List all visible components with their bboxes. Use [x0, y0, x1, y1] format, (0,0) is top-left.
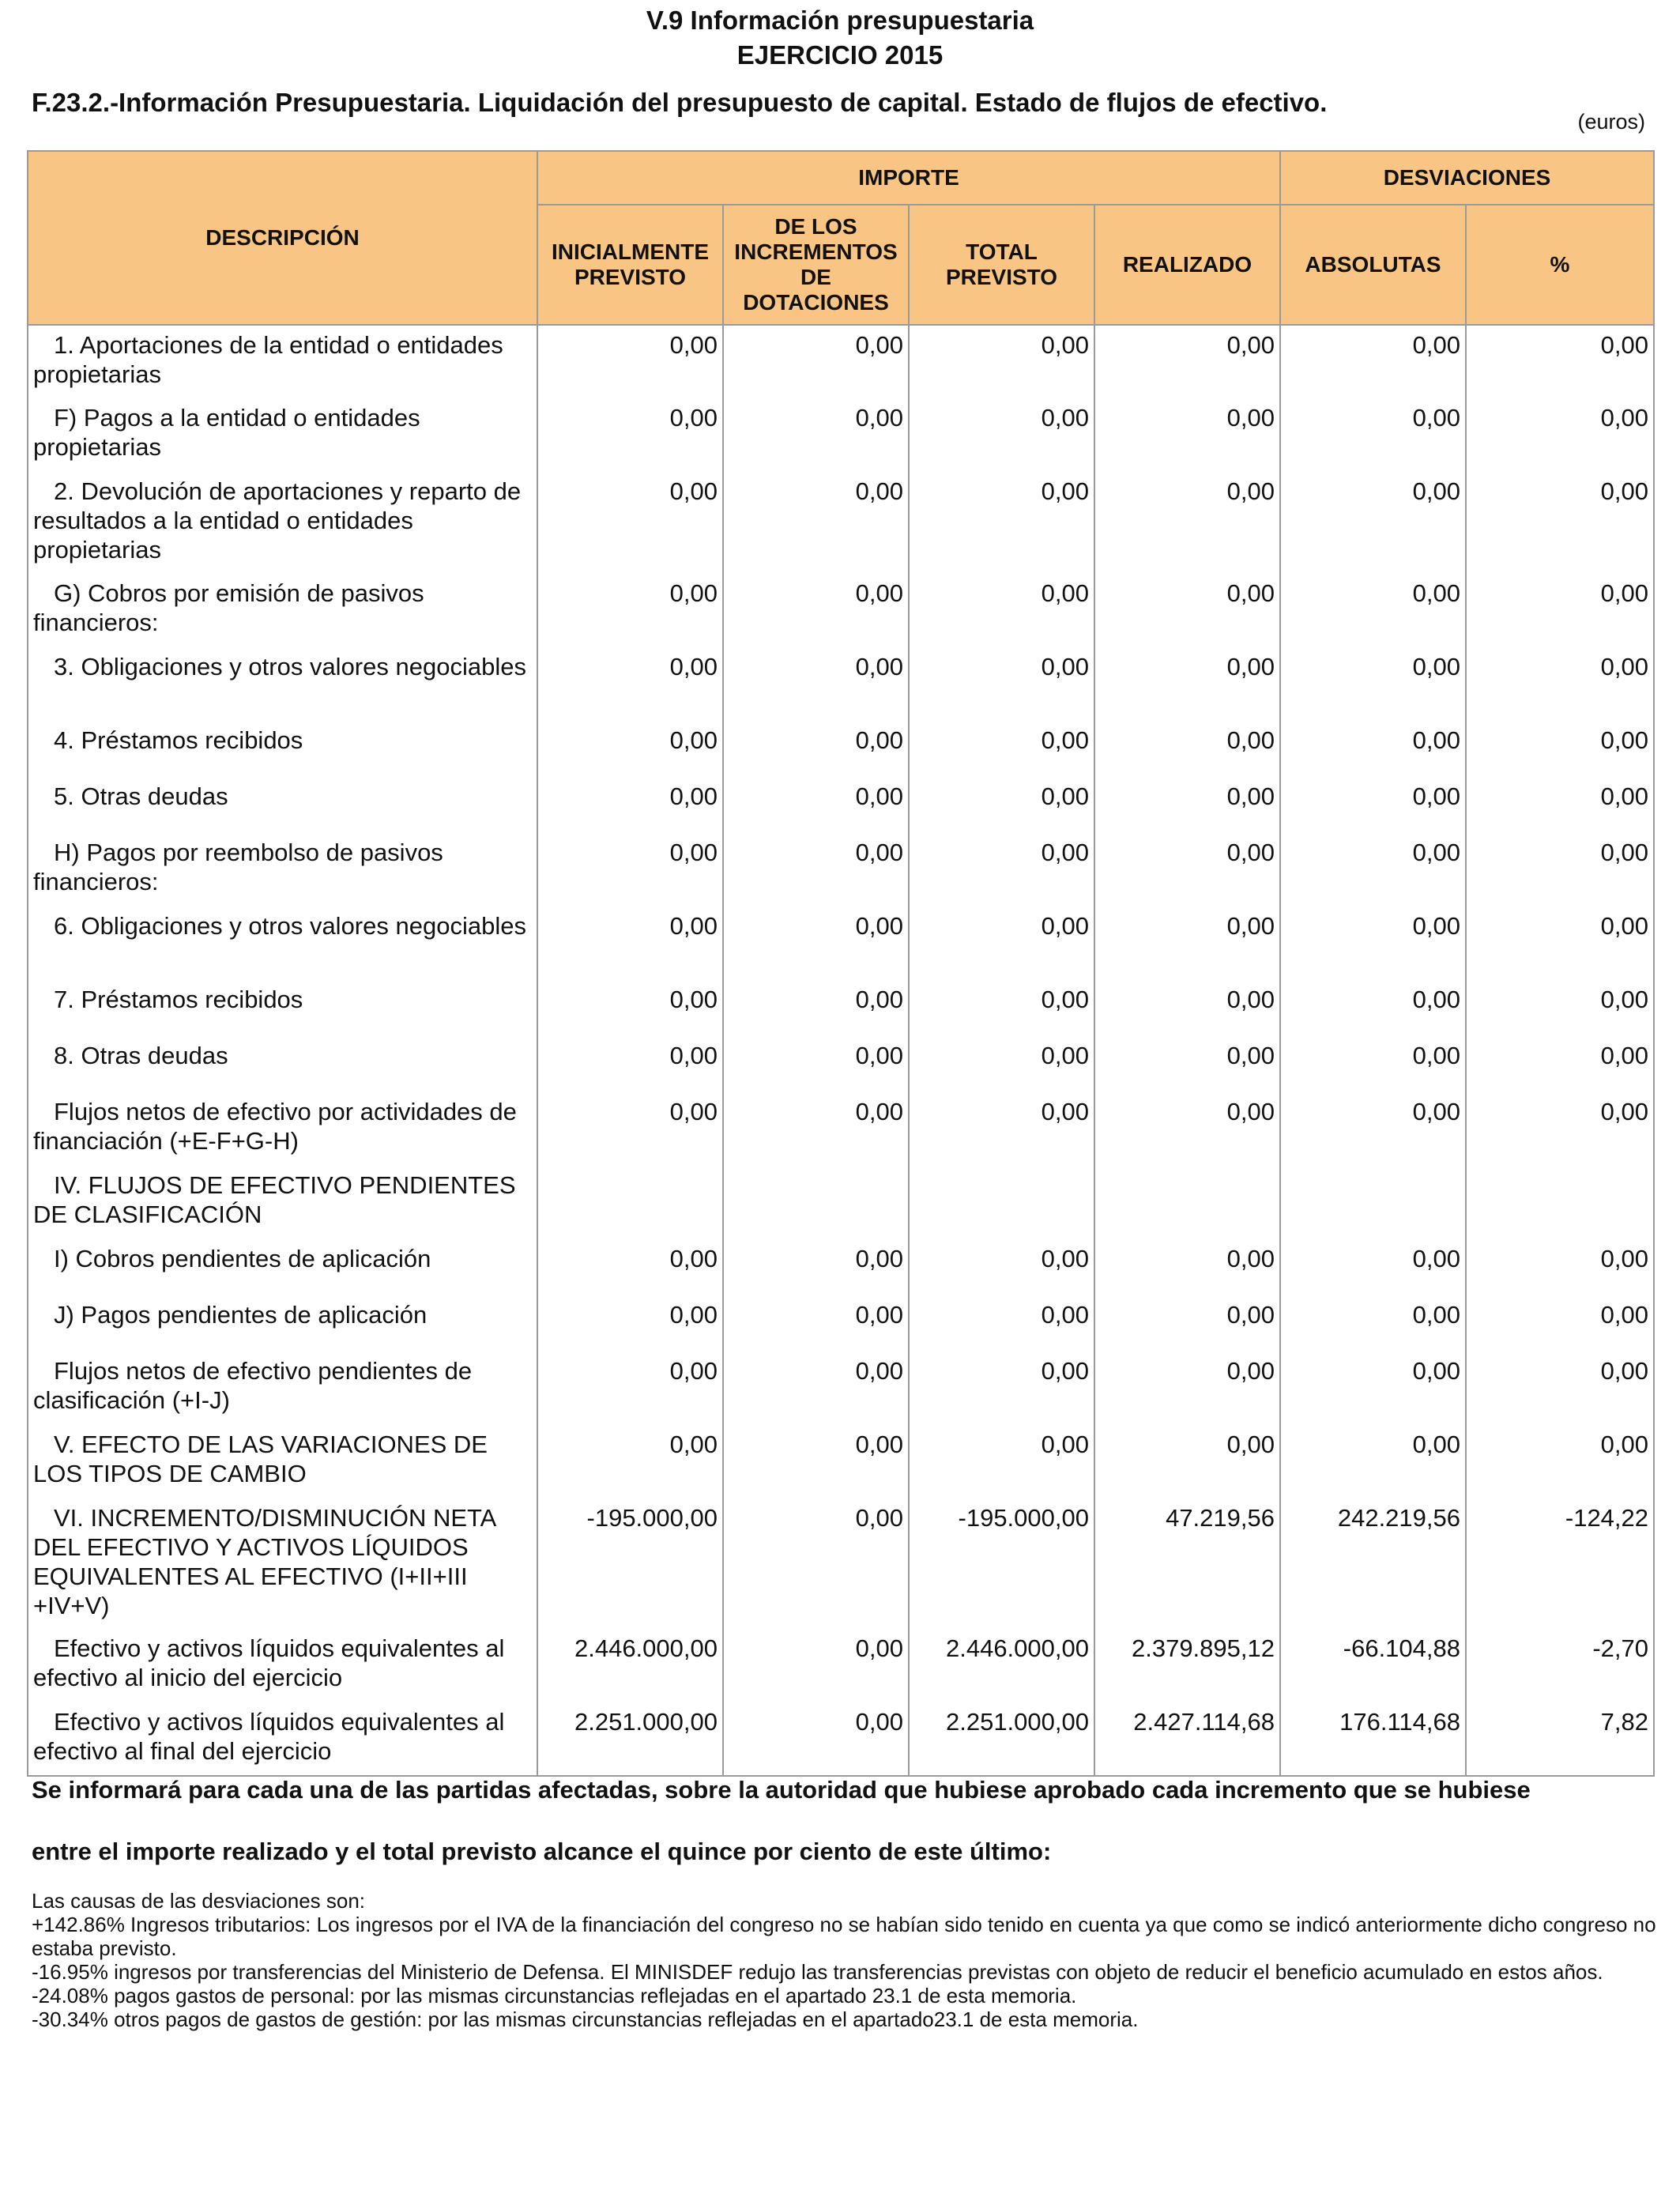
row-value: 0,00 [909, 1295, 1094, 1351]
row-value: 0,00 [723, 647, 909, 721]
row-description: Flujos netos de efectivo pendientes de clasificación (+I-J) [28, 1351, 537, 1425]
table-row [28, 1092, 1654, 1166]
row-description: VI. INCREMENTO/DISMINUCIÓN NETA DEL EFECTIVO Y ACTIVOS LÍQUIDOS EQUIVALENTES AL EFECTIVO (I+II+III +IV+V) [28, 1498, 537, 1629]
row-value: 0,00 [1280, 398, 1466, 472]
row-value: 0,00 [723, 907, 909, 980]
header-inicialmente-previsto: INICIALMENTE PREVISTO [537, 205, 723, 325]
table-row [28, 1166, 1654, 1239]
row-value: 0,00 [537, 833, 723, 907]
row-value: 0,00 [909, 907, 1094, 980]
row-value: 0,00 [909, 1036, 1094, 1092]
row-value: 0,00 [909, 721, 1094, 777]
table-row [28, 980, 1654, 1036]
row-value: 0,00 [1466, 325, 1654, 398]
row-value: 0,00 [723, 574, 909, 647]
row-value: 0,00 [1280, 1351, 1466, 1425]
row-value: 0,00 [723, 1629, 909, 1702]
row-description: 2. Devolución de aportaciones y reparto de resultados a la entidad o entidades propietarias [28, 472, 537, 574]
row-value: 0,00 [1466, 721, 1654, 777]
row-value: 0,00 [1094, 325, 1280, 398]
row-value: 242.219,56 [1280, 1498, 1466, 1629]
row-value: 0,00 [1094, 472, 1280, 574]
cause-item: -30.34% otros pagos de gastos de gestión: por las mismas circunstancias reflejadas en el apartado23.1 de esta memoria. [32, 2007, 1139, 2031]
row-value: 0,00 [1280, 721, 1466, 777]
row-value: 2.379.895,12 [1094, 1629, 1280, 1702]
table-row [28, 574, 1654, 647]
row-value: 47.219,56 [1094, 1498, 1280, 1629]
exercise-year: EJERCICIO 2015 [736, 40, 944, 70]
row-value: 0,00 [723, 980, 909, 1036]
row-value: 0,00 [723, 1351, 909, 1425]
row-value: 0,00 [537, 1092, 723, 1166]
row-value: 0,00 [1280, 325, 1466, 398]
row-value: 0,00 [909, 398, 1094, 472]
row-value: 0,00 [1466, 398, 1654, 472]
table-row [28, 1295, 1654, 1351]
row-value: 0,00 [1094, 1425, 1280, 1498]
header-desviaciones: DESVIACIONES [1280, 151, 1654, 205]
row-description: 4. Préstamos recibidos [28, 721, 537, 777]
row-value: 0,00 [909, 647, 1094, 721]
table-body [28, 325, 1654, 1776]
row-value: 0,00 [1466, 1351, 1654, 1425]
row-value: 0,00 [1280, 980, 1466, 1036]
row-value: 0,00 [537, 325, 723, 398]
row-value: 0,00 [723, 1092, 909, 1166]
row-description: F) Pagos a la entidad o entidades propietarias [28, 398, 537, 472]
row-value: 0,00 [1094, 1092, 1280, 1166]
header-percent: % [1466, 205, 1654, 325]
cause-item: -24.08% pagos gastos de personal: por las mismas circunstancias reflejadas en el apartado 23.1 de esta memoria. [32, 1984, 1077, 2007]
row-value: 0,00 [537, 1036, 723, 1092]
note-line-1: Se informará para cada una de las partidas afectadas, sobre la autoridad que hubiese aprobado cada incremento que se hubiese [32, 1776, 1531, 1804]
row-value: 0,00 [909, 1092, 1094, 1166]
row-value: 0,00 [537, 647, 723, 721]
row-value: 0,00 [537, 907, 723, 980]
row-description: 7. Préstamos recibidos [28, 980, 537, 1036]
row-value: 0,00 [1094, 574, 1280, 647]
note-line-2: entre el importe realizado y el total previsto alcance el quince por ciento de este último: [32, 1838, 1052, 1865]
row-value: 0,00 [909, 325, 1094, 398]
row-value: 0,00 [1280, 907, 1466, 980]
row-value: 0,00 [723, 1498, 909, 1629]
table-row [28, 472, 1654, 574]
row-value: 0,00 [537, 1239, 723, 1295]
row-value: 0,00 [723, 1036, 909, 1092]
row-value [909, 1166, 1094, 1239]
row-value: 0,00 [1094, 1239, 1280, 1295]
row-value: 0,00 [537, 721, 723, 777]
row-value: 0,00 [1094, 1036, 1280, 1092]
header-importe: IMPORTE [537, 151, 1280, 205]
row-description: H) Pagos por reembolso de pasivos financieros: [28, 833, 537, 907]
row-value: -195.000,00 [537, 1498, 723, 1629]
row-value: 0,00 [537, 472, 723, 574]
row-value: 0,00 [909, 980, 1094, 1036]
row-value: -2,70 [1466, 1629, 1654, 1702]
row-value: 0,00 [1280, 1036, 1466, 1092]
row-value: 0,00 [909, 833, 1094, 907]
row-value: -195.000,00 [909, 1498, 1094, 1629]
row-description: I) Cobros pendientes de aplicación [28, 1239, 537, 1295]
row-value: 0,00 [1094, 647, 1280, 721]
row-description: 1. Aportaciones de la entidad o entidades propietarias [28, 325, 537, 398]
row-value: 0,00 [723, 398, 909, 472]
row-description: 5. Otras deudas [28, 777, 537, 833]
table-row [28, 833, 1654, 907]
header-description: DESCRIPCIÓN [28, 151, 537, 325]
row-value: 0,00 [723, 1239, 909, 1295]
units-label: (euros) [1577, 110, 1645, 134]
row-description: 8. Otras deudas [28, 1036, 537, 1092]
row-value: -124,22 [1466, 1498, 1654, 1629]
row-value: 0,00 [909, 1239, 1094, 1295]
row-value [1466, 1166, 1654, 1239]
row-value: 0,00 [537, 1351, 723, 1425]
row-description: 3. Obligaciones y otros valores negociables [28, 647, 537, 721]
row-description: 6. Obligaciones y otros valores negociables [28, 907, 537, 980]
row-value: 0,00 [1466, 472, 1654, 574]
row-value: 0,00 [1094, 777, 1280, 833]
header-absolutas: ABSOLUTAS [1280, 205, 1466, 325]
row-value: 0,00 [1466, 647, 1654, 721]
row-value: 0,00 [1466, 1295, 1654, 1351]
row-value [1280, 1166, 1466, 1239]
row-value: 0,00 [909, 472, 1094, 574]
row-value: 0,00 [1280, 472, 1466, 574]
cash-flow-table [27, 150, 1655, 1777]
table-row [28, 1239, 1654, 1295]
row-description: V. EFECTO DE LAS VARIACIONES DE LOS TIPOS DE CAMBIO [28, 1425, 537, 1498]
row-value: 0,00 [537, 1295, 723, 1351]
row-value: 0,00 [1280, 1092, 1466, 1166]
row-value: 2.251.000,00 [909, 1702, 1094, 1776]
row-value: 0,00 [1094, 1295, 1280, 1351]
row-value: 0,00 [909, 1425, 1094, 1498]
table-row [28, 907, 1654, 980]
table-row [28, 721, 1654, 777]
row-description: Efectivo y activos líquidos equivalentes al efectivo al inicio del ejercicio [28, 1629, 537, 1702]
page-title: V.9 Información presupuestaria [646, 6, 1034, 35]
row-value: 0,00 [1280, 1239, 1466, 1295]
row-value: 0,00 [1466, 833, 1654, 907]
row-value: 0,00 [1466, 777, 1654, 833]
row-value: 0,00 [723, 721, 909, 777]
row-value: 0,00 [723, 833, 909, 907]
table-row [28, 1425, 1654, 1498]
row-value: 0,00 [723, 1295, 909, 1351]
row-value: 0,00 [909, 777, 1094, 833]
row-description: Efectivo y activos líquidos equivalentes al efectivo al final del ejercicio [28, 1702, 537, 1776]
row-value: 2.427.114,68 [1094, 1702, 1280, 1776]
header-total-previsto: TOTAL PREVISTO [909, 205, 1094, 325]
row-value: 176.114,68 [1280, 1702, 1466, 1776]
row-value: 0,00 [1280, 1425, 1466, 1498]
row-value: 0,00 [1466, 1425, 1654, 1498]
row-description: J) Pagos pendientes de aplicación [28, 1295, 537, 1351]
row-value: 0,00 [723, 777, 909, 833]
row-value: 0,00 [1466, 574, 1654, 647]
row-value: 0,00 [537, 980, 723, 1036]
row-value [1094, 1166, 1280, 1239]
row-value: 2.251.000,00 [537, 1702, 723, 1776]
row-value: 0,00 [537, 398, 723, 472]
row-value: 0,00 [1466, 1036, 1654, 1092]
row-value: 0,00 [1466, 980, 1654, 1036]
report-subtitle: F.23.2.-Información Presupuestaria. Liquidación del presupuesto de capital. Estado de flujos de efectivo. [32, 88, 1328, 117]
table-row [28, 647, 1654, 721]
row-value [537, 1166, 723, 1239]
row-value: 0,00 [723, 1425, 909, 1498]
row-description: G) Cobros por emisión de pasivos financieros: [28, 574, 537, 647]
causes-heading: Las causas de las desviaciones son: [32, 1889, 366, 1913]
row-value: 0,00 [1094, 833, 1280, 907]
table-row [28, 777, 1654, 833]
row-value: 0,00 [537, 1425, 723, 1498]
row-description: IV. FLUJOS DE EFECTIVO PENDIENTES DE CLASIFICACIÓN [28, 1166, 537, 1239]
table-row [28, 1351, 1654, 1425]
row-value: 0,00 [723, 325, 909, 398]
cause-item: -16.95% ingresos por transferencias del Ministerio de Defensa. El MINISDEF redujo las transferencias previstas con objeto de reducir el beneficio acumulado en estos años. [32, 1960, 1603, 1984]
row-value: 0,00 [909, 574, 1094, 647]
table-row [28, 1498, 1654, 1629]
row-value: 0,00 [537, 777, 723, 833]
row-value: 0,00 [1094, 721, 1280, 777]
row-value: 0,00 [1094, 398, 1280, 472]
header-incrementos-dotaciones: DE LOS INCREMENTOS DE DOTACIONES [723, 205, 909, 325]
row-value: 0,00 [1466, 1239, 1654, 1295]
table-row [28, 1702, 1654, 1776]
row-value: 2.446.000,00 [537, 1629, 723, 1702]
row-description: Flujos netos de efectivo por actividades de financiación (+E-F+G-H) [28, 1092, 537, 1166]
row-value: 0,00 [1280, 1295, 1466, 1351]
row-value: 0,00 [1280, 574, 1466, 647]
table-row [28, 1629, 1654, 1702]
row-value: 0,00 [1466, 907, 1654, 980]
row-value: 0,00 [1280, 647, 1466, 721]
row-value: 0,00 [1094, 907, 1280, 980]
causes-block [32, 1889, 1659, 2031]
table-row [28, 325, 1654, 398]
table-row [28, 1036, 1654, 1092]
row-value: 0,00 [723, 472, 909, 574]
row-value [723, 1166, 909, 1239]
row-value: 0,00 [1280, 833, 1466, 907]
row-value: 0,00 [1094, 980, 1280, 1036]
cause-item: +142.86% Ingresos tributarios: Los ingresos por el IVA de la financiación del congreso no se habían sido tenido en cuenta ya que como se indicó anteriormente dicho congreso no estaba previsto. [32, 1913, 1656, 1960]
row-value: 0,00 [537, 574, 723, 647]
row-value: 0,00 [909, 1351, 1094, 1425]
row-value: 0,00 [1280, 777, 1466, 833]
table-row [28, 398, 1654, 472]
row-value: 0,00 [723, 1702, 909, 1776]
row-value: 2.446.000,00 [909, 1629, 1094, 1702]
row-value: 0,00 [1466, 1092, 1654, 1166]
header-realizado: REALIZADO [1094, 205, 1280, 325]
row-value: -66.104,88 [1280, 1629, 1466, 1702]
row-value: 7,82 [1466, 1702, 1654, 1776]
row-value: 0,00 [1094, 1351, 1280, 1425]
